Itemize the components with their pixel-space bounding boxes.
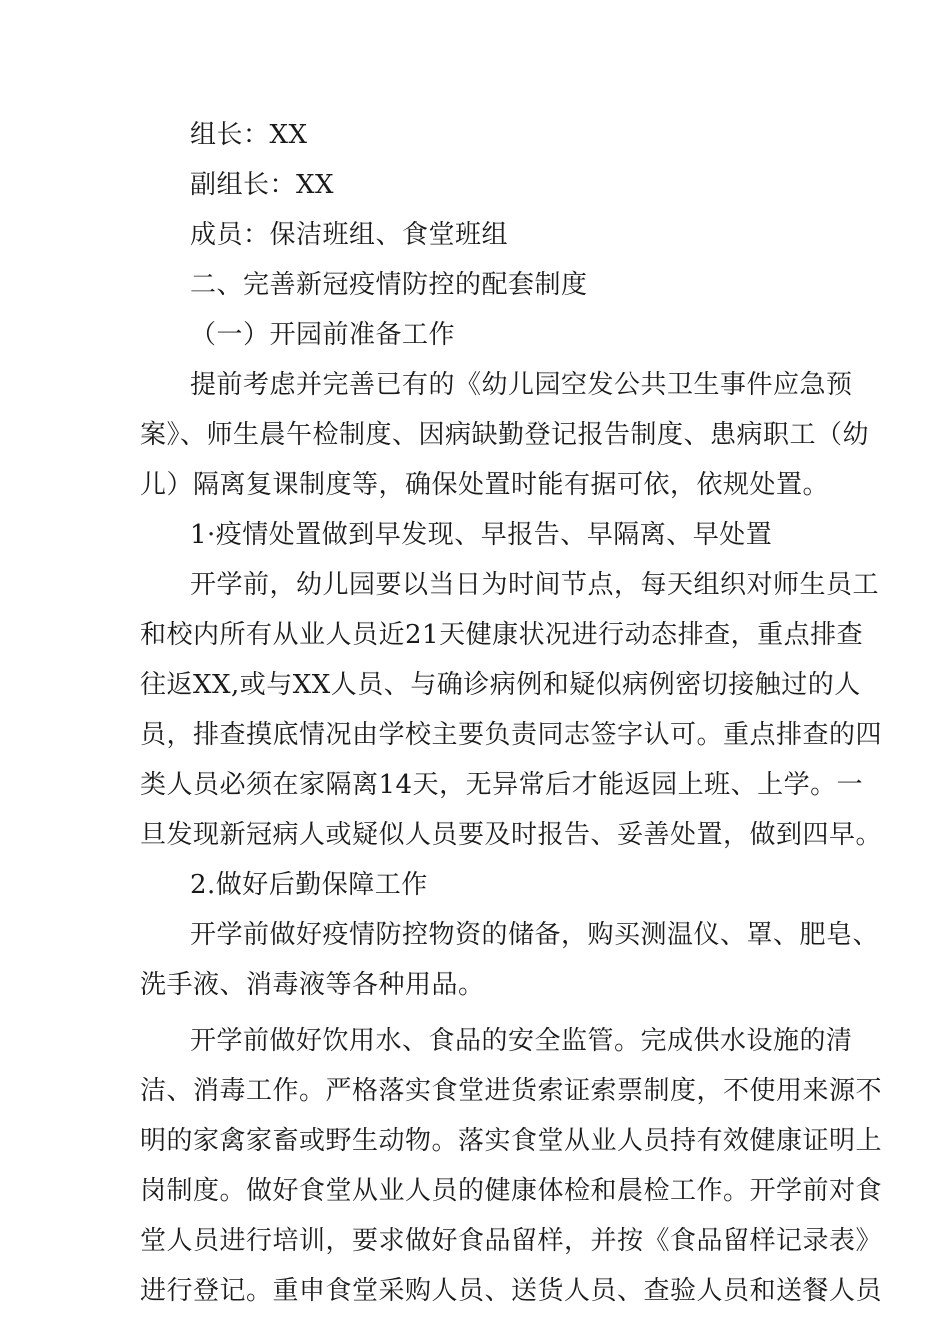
paragraph-line: 提前考虑并完善已有的《幼儿园空发公共卫生事件应急预 xyxy=(190,370,853,400)
paragraph-line: 员，排查摸底情况由学校主要负责同志签字认可。重点排查的四 xyxy=(140,720,883,750)
paragraph-line: 旦发现新冠病人或疑似人员要及时报告、妥善处置，做到四早。 xyxy=(140,820,883,850)
item-heading-2: 2.做好后勤保障工作 xyxy=(190,870,428,900)
members-line: 成员：保洁班组、食堂班组 xyxy=(190,220,509,250)
paragraph-line: 类人员必须在家隔离14天，无异常后才能返园上班、上学。一 xyxy=(140,770,864,800)
paragraph-line: 明的家禽家畜或野生动物。落实食堂从业人员持有效健康证明上 xyxy=(140,1126,883,1156)
section-heading-2: 二、完善新冠疫情防控的配套制度 xyxy=(190,270,588,300)
paragraph-line: 开学前做好疫情防控物资的储备，购买测温仪、罩、肥皂、 xyxy=(190,920,880,950)
paragraph-line: 洁、消毒工作。严格落实食堂进货索证索票制度，不使用来源不 xyxy=(140,1076,883,1106)
paragraph-line: 洗手液、消毒液等各种用品。 xyxy=(140,970,485,1000)
paragraph-line: 儿）隔离复课制度等，确保处置时能有据可依，依规处置。 xyxy=(140,470,830,500)
deputy-leader-line: 副组长：XX xyxy=(190,170,335,200)
subsection-heading-1: （一）开园前准备工作 xyxy=(190,320,456,350)
paragraph-line: 案》、师生晨午检制度、因病缺勤登记报告制度、患病职工（幼 xyxy=(140,420,870,450)
paragraph-line: 岗制度。做好食堂从业人员的健康体检和晨检工作。开学前对食 xyxy=(140,1176,883,1206)
paragraph-line: 进行登记。重申食堂采购人员、送货人员、查验人员和送餐人员 xyxy=(140,1276,883,1306)
paragraph-line: 堂人员进行培训，要求做好食品留样，并按《食品留样记录表》 xyxy=(140,1226,883,1256)
paragraph-line: 往返XX,或与XX人员、与确诊病例和疑似病例密切接触过的人 xyxy=(140,670,861,700)
item-heading-1: 1·疫情处置做到早发现、早报告、早隔离、早处置 xyxy=(190,520,773,550)
paragraph-line: 和校内所有从业人员近21天健康状况进行动态排查，重点排查 xyxy=(140,620,864,650)
paragraph-line: 开学前，幼儿园要以当日为时间节点，每天组织对师生员工 xyxy=(190,570,880,600)
leader-line: 组长：XX xyxy=(190,120,308,150)
paragraph-line: 开学前做好饮用水、食品的安全监管。完成供水设施的清 xyxy=(190,1026,853,1056)
